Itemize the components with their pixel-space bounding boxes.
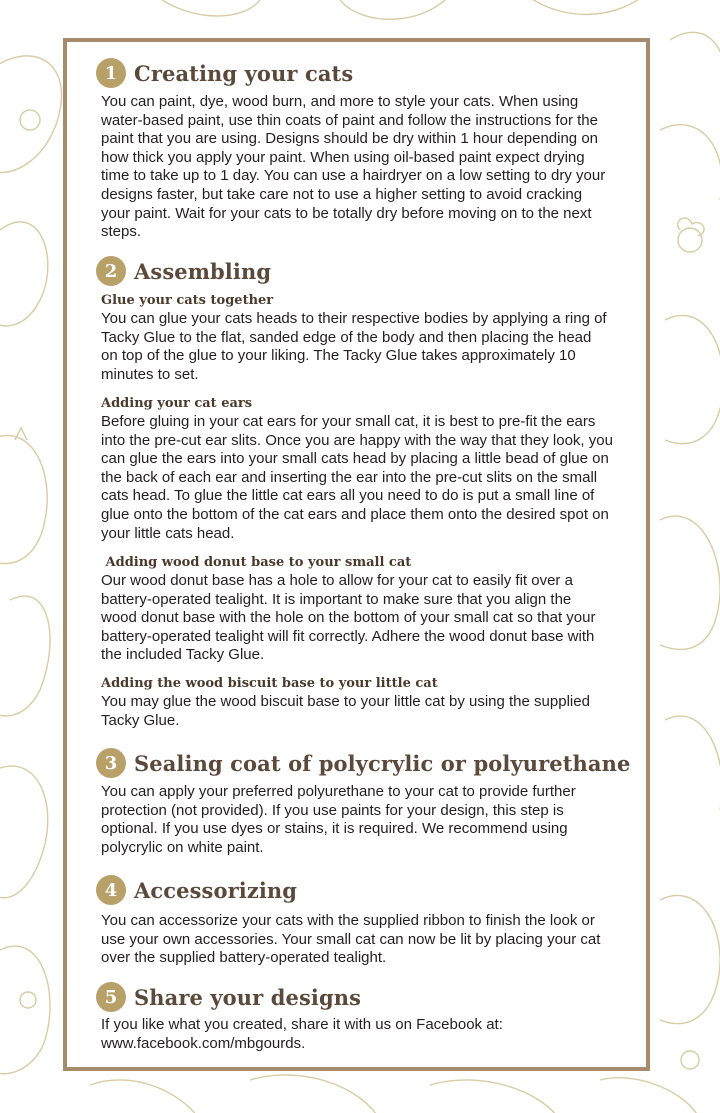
subsection-body: Our wood donut base has a hole to allow for your cat to easily fit over a battery-operated tealight. It is important to make sure that you align the wood donut base with the hole on the bottom of your small cat so that your battery-operated tealight will fit correctly. Adhere the wood donut base with the included Tacky Glue. [101,572,596,664]
section-1-body: You can paint, dye, wood burn, and more to style your cats. When using water-based paint, use thin coats of paint and follow the instructions for the paint that you are using. Designs should be dry within 1 hour depending on how thick you apply your paint. When using oil-based paint expect drying time to take up to 1 day. You can use a hairdryer on a low setting to dry your designs faster, but take care not to use a higher setting to avoid cracking your paint. Wait for your cats to be totally dry before moving on to the next steps. [101,93,606,241]
step-number-badge: 2 [96,256,126,286]
subsection-heading: Adding wood donut base to your small cat [101,555,412,570]
section-5-heading [96,982,361,1012]
subsection-body: Before gluing in your cat ears for your small cat, it is best to pre-fit the ears into the pre-cut ear slits. Once you are happy with the way that they look, you can glue the ears into your small cats head by placing a little bead of glue on the back of each ear and inserting the ear into the pre-cut slits on the small cats head. To glue the little cat ears all you need to do is put a small line of glue onto the bottom of the cat ears and place them onto the desired spot on your little cats head. [101,413,613,542]
section-title: Accessorizing [134,877,298,903]
section-3-heading [96,748,630,778]
section-2-heading [96,256,271,286]
subsection-heading: Adding the wood biscuit base to your little cat [101,676,438,691]
section-title: Share your designs [134,984,362,1010]
section-3-body: You can apply your preferred polyurethane to your cat to provide further protection (not provided). If you use paints for your design, this step is optional. If you use dyes or stains, it is required. We recommend using polycrylic on white paint. [101,783,576,856]
subsection-body: You may glue the wood biscuit base to your little cat by using the supplied Tacky Glue. [101,693,590,729]
step-number-badge: 5 [96,982,126,1012]
subsection-heading: Glue your cats together [101,293,274,308]
step-number-badge: 4 [96,875,126,905]
step-number-badge: 3 [96,748,126,778]
subsection-body: You can glue your cats heads to their respective bodies by applying a ring of Tacky Glue to the flat, sanded edge of the body and then placing the head on top of the glue to your liking. The Tacky Glue takes approximately 10 minutes to set. [101,310,607,383]
subsection-heading: Adding your cat ears [101,396,253,411]
section-title: Assembling [134,258,272,284]
section-title: Sealing coat of polycrylic or polyurethane [134,750,631,776]
section-5-body: If you like what you created, share it with us on Facebook at: www.facebook.com/mbgourds. [101,1016,503,1052]
section-4-body: You can accessorize your cats with the supplied ribbon to finish the look or use your own accessories. Your small cat can now be lit by placing your cat over the supplied battery-operated tealight. [101,912,601,967]
section-title: Creating your cats [134,60,354,86]
step-number-badge: 1 [96,58,126,88]
section-4-heading [96,875,297,905]
section-1-heading [96,58,353,88]
